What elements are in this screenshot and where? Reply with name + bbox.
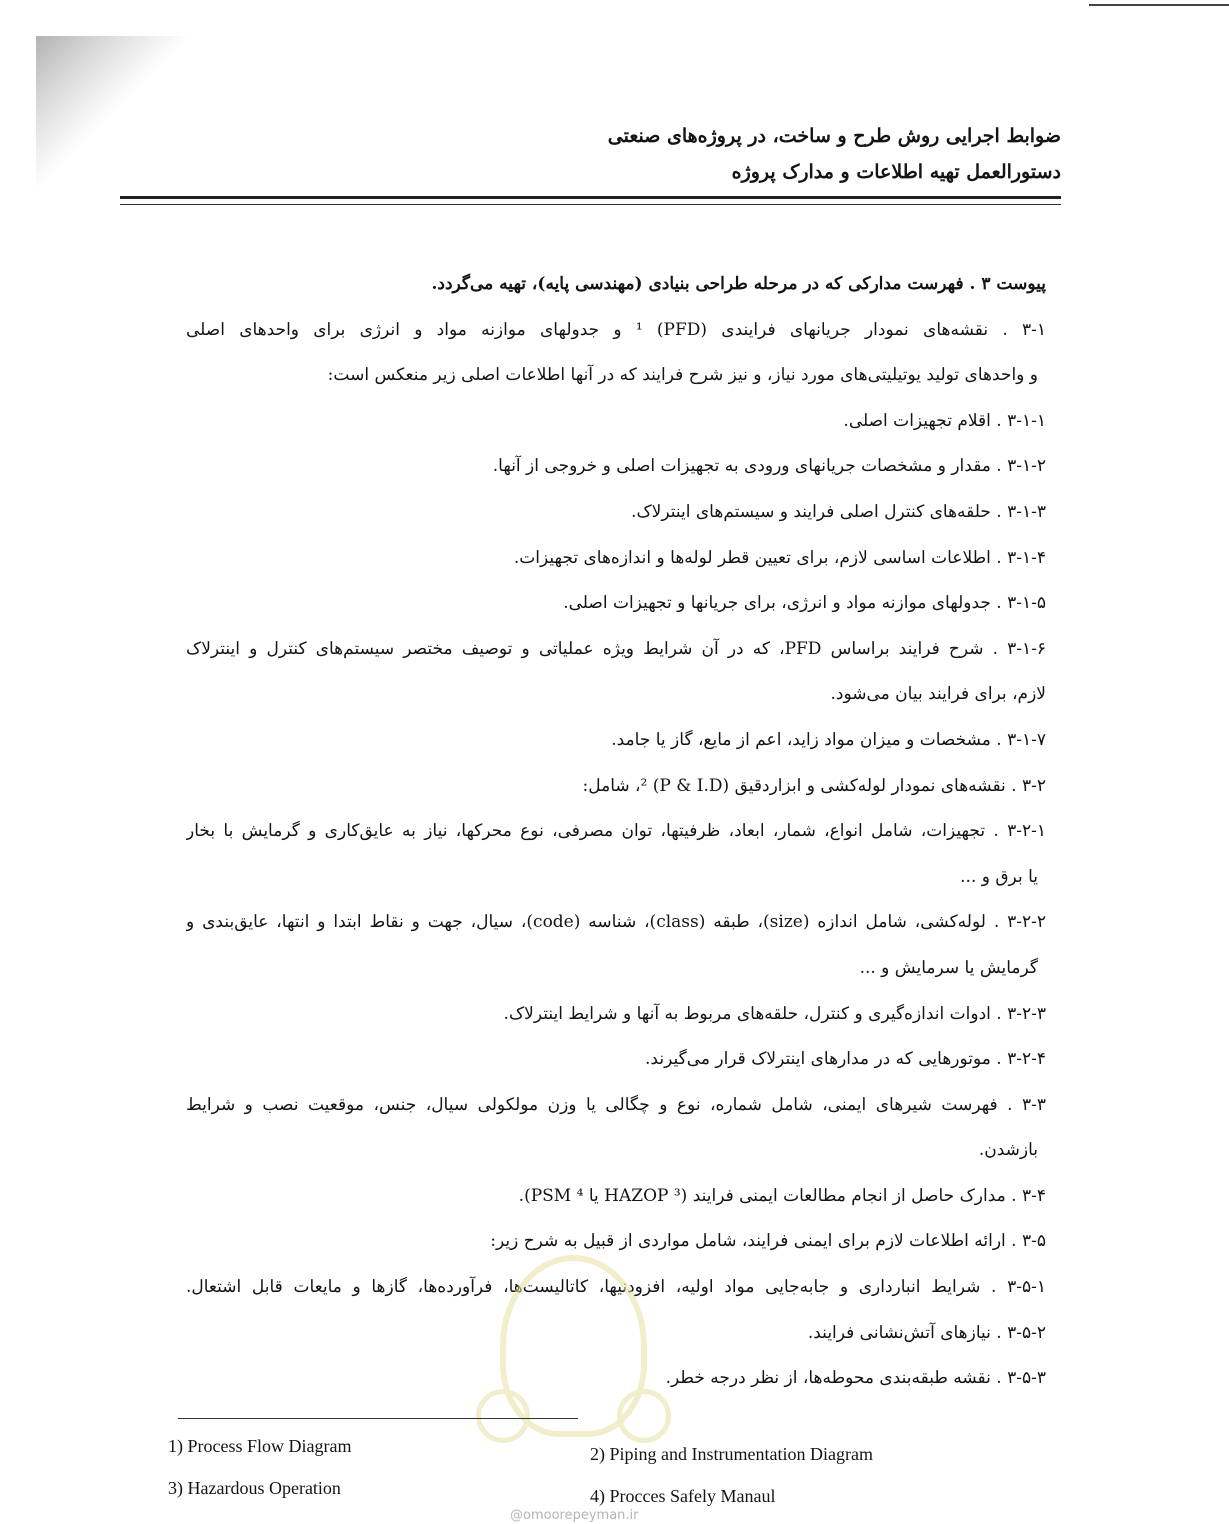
body-line: ۳-۱ . نقشه‌های نمودار جریانهای فرایندی (PFD) ¹ و جدولهای موازنه مواد و انرژی برای واحدهای اصلی (186, 319, 1046, 340)
watermark-text: @omoorepeyman.ir (510, 1508, 639, 1523)
body-line: ۳-۵-۳ . نقشه طبقه‌بندی محوطه‌ها، از نظر درجه خطر. (665, 1368, 1046, 1389)
footnote-4: 4) Procces Safely Manaul (590, 1486, 776, 1506)
body-line: ۳-۱-۵ . جدولهای موازنه مواد و انرژی، برای جریانها و تجهیزات اصلی. (563, 593, 1046, 614)
watermark-logo (500, 1255, 647, 1437)
body-line: ۳-۲-۱ . تجهیزات، شامل انواع، شمار، ابعاد، ظرفیتها، توان مصرفی، نوع محرکها، نیاز به عایق‌کاری و گرمایش با بخار (186, 821, 1046, 842)
body-line: ۳-۵-۲ . نیازهای آتش‌نشانی فرایند. (807, 1322, 1046, 1343)
top-corner-rule (1089, 4, 1229, 6)
body-line: ۳-۲-۴ . موتورهایی که در مدارهای اینترلاک قرار می‌گیرند. (645, 1049, 1046, 1070)
body-line: ۳-۱-۴ . اطلاعات اساسی لازم، برای تعیین قطر لوله‌ها و اندازه‌های تجهیزات. (513, 547, 1046, 568)
document-body (186, 262, 1046, 1402)
footnote-3: 3) Hazardous Operation (168, 1478, 341, 1498)
gear-icon (476, 1389, 530, 1443)
header-divider (120, 196, 1061, 205)
body-line: و واحدهای تولید یوتیلیتی‌های مورد نیاز، و نیز شرح فرایند که در آنها اطلاعات اصلی زیر منعکس است: (327, 365, 1038, 386)
page-header (161, 118, 1061, 190)
body-line: یا برق و ... (960, 866, 1038, 887)
body-line: ۳-۱-۶ . شرح فرایند براساس PFD، که در آن شرایط ویژه عملیاتی و توصیف مختصر سیستم‌های کنترل و اینترلاک (186, 638, 1046, 659)
body-line: بازشدن. (978, 1140, 1038, 1161)
body-line: ۳-۵-۱ . شرایط انبارداری و جابه‌جایی مواد اولیه، افزودنیها، کاتالیست‌ها، فرآورده‌ها، گازها و مایعات قابل اشتعال. (186, 1277, 1046, 1298)
body-line: ۳-۱-۳ . حلقه‌های کنترل اصلی فرایند و سیستم‌های اینترلاک. (631, 501, 1046, 522)
body-line: گرمایش یا سرمایش و ... (859, 957, 1038, 978)
gear-icon (617, 1389, 671, 1443)
body-line: ۳-۲ . نقشه‌های نمودار لوله‌کشی و ابزاردقیق (P & I.D) ²، شامل: (582, 775, 1046, 796)
footnote-1: 1) Process Flow Diagram (168, 1436, 352, 1456)
body-line: ۳-۲-۲ . لوله‌کشی، شامل اندازه (size)، طبقه (class)، شناسه (code)، سیال، جهت و نقاط ابتدا و انتها، عایق‌بندی و (186, 912, 1046, 933)
body-line: ۳-۳ . فهرست شیرهای ایمنی، شامل شماره، نوع و چگالی یا وزن مولکولی سیال، جنس، موقعیت نصب و شرایط (186, 1094, 1046, 1115)
footnote-divider (178, 1418, 578, 1419)
body-line: ۳-۲-۳ . ادوات اندازه‌گیری و کنترل، حلقه‌های مربوط به آنها و شرایط اینترلاک. (503, 1003, 1046, 1024)
body-line: ۳-۵ . ارائه اطلاعات لازم برای ایمنی فرایند، شامل مواردی از قبیل به شرح زیر: (490, 1231, 1046, 1252)
header-subtitle: دستورالعمل تهیه اطلاعات و مدارک پروژه (731, 161, 1061, 183)
body-line: ۳-۱-۲ . مقدار و مشخصات جریانهای ورودی به تجهیزات اصلی و خروجی از آنها. (492, 456, 1046, 477)
header-title: ضوابط اجرایی روش طرح و ساخت، در پروژه‌های صنعتی (607, 125, 1061, 147)
body-line: ۳-۱-۷ . مشخصات و میزان مواد زاید، اعم از مایع، گاز یا جامد. (611, 729, 1046, 750)
body-line: ۳-۱-۱ . اقلام تجهیزات اصلی. (843, 410, 1046, 431)
body-line: لازم، برای فرایند بیان می‌شود. (830, 684, 1046, 705)
appendix-title: پیوست ۳ . فهرست مدارکی که در مرحله طراحی بنیادی (مهندسی پایه)، تهیه می‌گردد. (431, 274, 1046, 294)
footnote-2: 2) Piping and Instrumentation Diagram (590, 1444, 873, 1464)
body-line: ۳-۴ . مدارک حاصل از انجام مطالعات ایمنی فرایند (HAZOP ³ یا PSM ⁴). (518, 1185, 1046, 1206)
